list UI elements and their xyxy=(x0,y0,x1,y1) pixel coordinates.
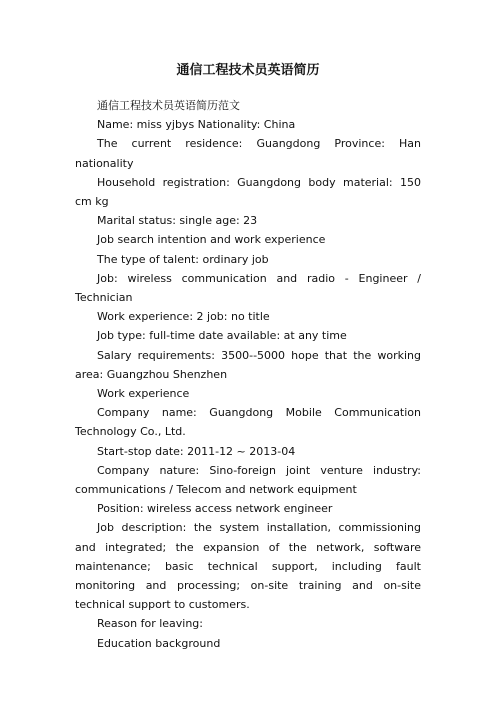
document-body xyxy=(75,96,421,653)
paragraph-job-type: Job type: full-time date available: at any time xyxy=(97,329,347,343)
paragraph-work-years: Work experience: 2 job: no title xyxy=(97,310,270,324)
document-title: 通信工程技术员英语简历 xyxy=(176,63,320,78)
paragraph-dates: Start-stop date: 2011-12 ~ 2013-04 xyxy=(97,444,296,458)
paragraph-leaving: Reason for leaving: xyxy=(97,617,203,631)
paragraph-household: Household registration: Guangdong body material: 150 cm kg xyxy=(75,175,421,209)
paragraph-position: Position: wireless access network engineer xyxy=(97,502,333,516)
paragraph-name: Name: miss yjbys Nationality: China xyxy=(97,118,296,132)
paragraph-education: Education background xyxy=(97,636,221,650)
paragraph-subtitle: 通信工程技术员英语简历范文 xyxy=(97,99,240,112)
paragraph-talent-type: The type of talent: ordinary job xyxy=(97,252,269,266)
paragraph-job-description: Job description: the system installation, commissioning and integrated; the expansion of the network, software maintenance; basic technical support, including fault monitoring and processing; on-site training and on-site technical support to customers. xyxy=(75,521,421,612)
paragraph-residence: The current residence: Guangdong Province: Han nationality xyxy=(75,137,421,170)
paragraph-marital: Marital status: single age: 23 xyxy=(97,214,258,228)
paragraph-salary: Salary requirements: 3500--5000 hope that the working area: Guangzhou Shenzhen xyxy=(75,348,421,381)
paragraph-job-intention: Job search intention and work experience xyxy=(97,233,326,247)
paragraph-company-nature: Company nature: Sino-foreign joint venture industry: communications / Telecom and network equipment xyxy=(75,463,421,497)
paragraph-job: Job: wireless communication and radio - Engineer / Technician xyxy=(75,271,421,305)
paragraph-work-heading: Work experience xyxy=(97,387,190,401)
paragraph-company: Company name: Guangdong Mobile Communication Technology Co., Ltd. xyxy=(75,406,421,439)
